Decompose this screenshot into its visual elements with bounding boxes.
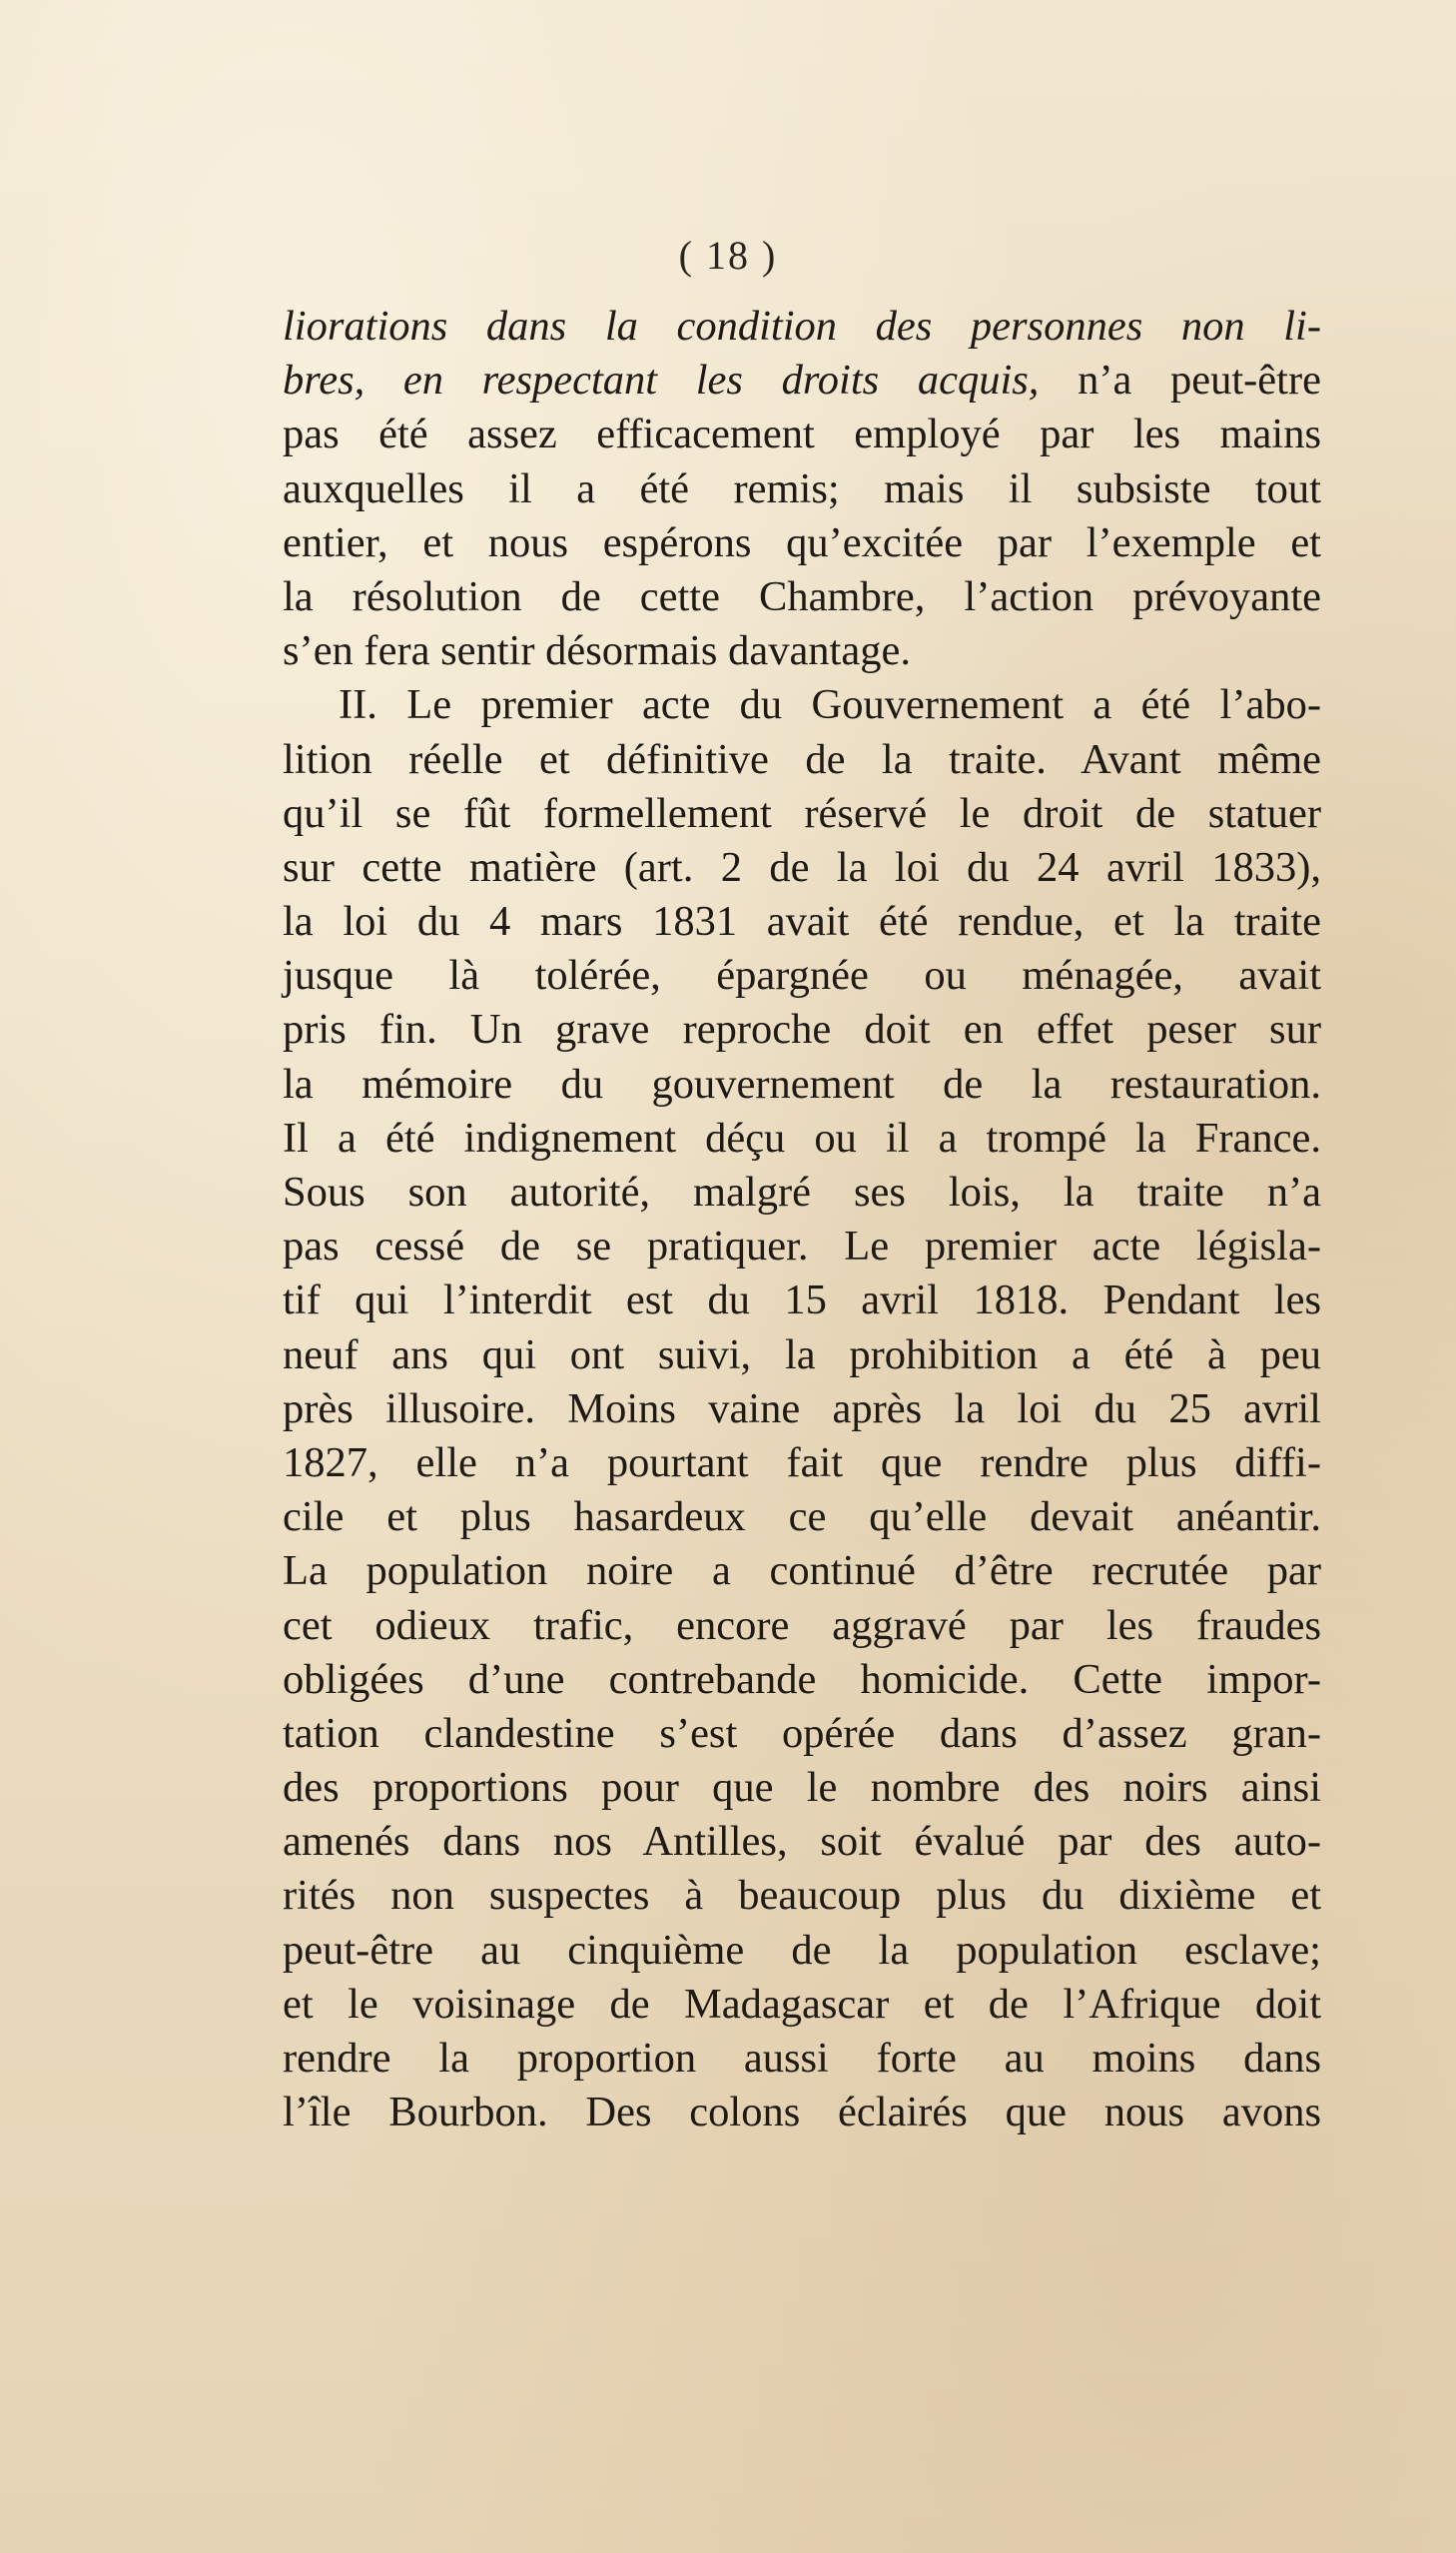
- line-text: n’a peut-être: [1039, 357, 1321, 405]
- line-text: II. Le premier acte du Gouvernement a été l’abo-: [339, 681, 1321, 729]
- text-line: [283, 841, 1321, 895]
- line-text: rités non suspectes à beaucoup plus du dixième et: [283, 1872, 1321, 1920]
- text-line: [283, 462, 1321, 516]
- italic-phrase: liorations dans la condition des personnes non li-: [283, 303, 1321, 350]
- line-text: tation clandestine s’est opérée dans d’assez gran-: [283, 1709, 1321, 1757]
- text-line: [283, 1328, 1321, 1382]
- text-line: [283, 1274, 1321, 1327]
- text-line: [283, 1058, 1321, 1112]
- text-line: [283, 949, 1321, 1003]
- page-number: ( 18 ): [678, 233, 778, 278]
- line-text: sur cette matière (art. 2 de la loi du 24 avril 1833),: [283, 843, 1321, 891]
- text-line: [283, 1978, 1321, 2032]
- paragraph-start-line: [283, 678, 1321, 732]
- line-text: jusque là tolérée, épargnée ou ménagée, avait: [283, 952, 1321, 1000]
- line-text: l’île Bourbon. Des colons éclairés que nous avons: [283, 2089, 1321, 2136]
- text-line: [283, 1166, 1321, 1220]
- line-text: près illusoire. Moins vaine après la loi du 25 avril: [283, 1384, 1321, 1432]
- text-line: [283, 2032, 1321, 2086]
- line-text: lition réelle et définitive de la traite. Avant même: [283, 735, 1321, 783]
- text-line: [283, 1815, 1321, 1869]
- text-line: [283, 1003, 1321, 1057]
- line-text: entier, et nous espérons qu’excitée par l’exemple et: [283, 518, 1321, 566]
- line-text: la loi du 4 mars 1831 avait été rendue, et la traite: [283, 898, 1321, 946]
- line-text: pas été assez efficacement employé par les mains: [283, 411, 1321, 458]
- text-line: [283, 1544, 1321, 1598]
- line-text: cile et plus hasardeux ce qu’elle devait anéantir.: [283, 1493, 1321, 1541]
- text-line: [283, 1490, 1321, 1544]
- line-text: pas cessé de se pratiquer. Le premier acte législa-: [283, 1223, 1321, 1271]
- text-line: [283, 1761, 1321, 1815]
- line-text: la mémoire du gouvernement de la restauration.: [283, 1060, 1321, 1108]
- text-line: [283, 354, 1321, 408]
- line-text: 1827, elle n’a pourtant fait que rendre plus diffi-: [283, 1438, 1321, 1486]
- line-text: s’en fera sentir désormais davantage.: [283, 627, 911, 675]
- text-line: [283, 895, 1321, 949]
- line-text: peut-être au cinquième de la population esclave;: [283, 1926, 1321, 1974]
- text-line: [283, 1653, 1321, 1707]
- line-text: amenés dans nos Antilles, soit évalué par des auto-: [283, 1818, 1321, 1866]
- line-text: auxquelles il a été remis; mais il subsiste tout: [283, 464, 1321, 512]
- text-line: [283, 1869, 1321, 1923]
- text-line: [283, 570, 1321, 624]
- text-line: [283, 1436, 1321, 1490]
- line-text: et le voisinage de Madagascar et de l’Afrique doit: [283, 1980, 1321, 2028]
- line-text: la résolution de cette Chambre, l’action prévoyante: [283, 572, 1321, 620]
- text-line: [283, 1599, 1321, 1653]
- text-line: [283, 408, 1321, 461]
- italic-phrase: bres, en respectant les droits acquis,: [283, 357, 1040, 405]
- text-line: [283, 516, 1321, 570]
- line-text: pris fin. Un grave reproche doit en effet peser sur: [283, 1006, 1321, 1054]
- text-line: [283, 1112, 1321, 1166]
- line-text: qu’il se fût formellement réservé le droit de statuer: [283, 789, 1321, 837]
- line-text: cet odieux trafic, encore aggravé par les fraudes: [283, 1601, 1321, 1649]
- line-text: neuf ans qui ont suivi, la prohibition a été à peu: [283, 1330, 1321, 1378]
- text-line: [283, 300, 1321, 354]
- paragraph-end-line: [283, 624, 1321, 678]
- text-line: [283, 787, 1321, 841]
- line-text: Il a été indignement déçu ou il a trompé la France.: [283, 1114, 1321, 1162]
- line-text: La population noire a continué d’être recrutée par: [283, 1547, 1321, 1595]
- text-line: [283, 2086, 1321, 2139]
- line-text: Sous son autorité, malgré ses lois, la traite n’a: [283, 1169, 1321, 1216]
- line-text: obligées d’une contrebande homicide. Cette impor-: [283, 1655, 1321, 1703]
- line-text: des proportions pour que le nombre des noirs ainsi: [283, 1764, 1321, 1812]
- body-text: [283, 300, 1321, 2139]
- line-text: tif qui l’interdit est du 15 avril 1818. Pendant les: [283, 1276, 1321, 1324]
- text-line: [283, 1707, 1321, 1761]
- text-line: [283, 1924, 1321, 1978]
- line-text: rendre la proportion aussi forte au moins dans: [283, 2035, 1321, 2082]
- text-line: [283, 1382, 1321, 1436]
- text-line: [283, 733, 1321, 787]
- text-line: [283, 1220, 1321, 1274]
